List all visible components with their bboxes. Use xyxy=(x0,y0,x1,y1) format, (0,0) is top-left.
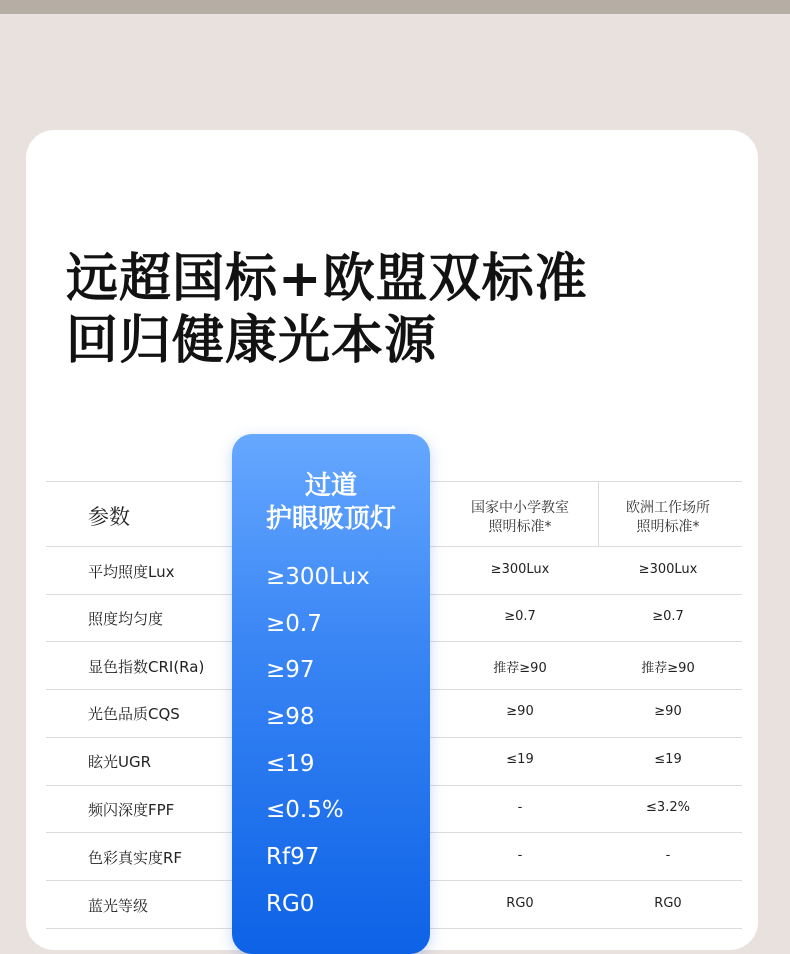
headline-line-2: 回归健康光本源 xyxy=(66,311,438,371)
eu-standard-header-line-2: 照明标准* xyxy=(636,519,700,535)
param-column-header: 参数 xyxy=(88,505,130,529)
cn-standard-header-line-2: 照明标准* xyxy=(488,519,552,535)
product-header-line-1: 过道 xyxy=(304,471,357,501)
product-value: ≥300Lux xyxy=(266,564,370,590)
row-param: 频闪深度FPF xyxy=(88,801,175,819)
row-eu-value: RG0 xyxy=(654,896,682,911)
row-param: 眩光UGR xyxy=(88,753,152,771)
row-param: 显色指数CRI(Ra) xyxy=(88,658,205,676)
product-value: ≤19 xyxy=(266,751,315,777)
top-banner-strip xyxy=(0,0,790,14)
product-value: ≤0.5% xyxy=(266,797,344,823)
row-param: 蓝光等级 xyxy=(88,897,149,915)
product-header-line-2: 护眼吸顶灯 xyxy=(265,504,396,534)
product-value: ≥97 xyxy=(266,657,315,683)
headline-line-1: 远超国标+欧盟双标准 xyxy=(66,249,588,309)
row-eu-value: ≥90 xyxy=(654,704,682,719)
cn-standard-header-line-1: 国家中小学教室 xyxy=(471,500,569,516)
row-param: 照度均匀度 xyxy=(88,610,164,628)
row-param: 光色品质CQS xyxy=(88,705,180,723)
eu-standard-header-line-1: 欧洲工作场所 xyxy=(626,500,710,516)
row-cn-value: ≤19 xyxy=(506,752,534,767)
row-param: 色彩真实度RF xyxy=(88,849,183,867)
eu-standard-header xyxy=(584,499,752,537)
product-value: RG0 xyxy=(266,891,315,917)
row-eu-value: ≥300Lux xyxy=(638,562,698,577)
page-headline xyxy=(66,248,588,372)
row-cn-value: ≥90 xyxy=(506,704,534,719)
row-cn-value: ≥0.7 xyxy=(504,609,536,624)
row-cn-value: 推荐≥90 xyxy=(493,661,547,676)
product-value: ≥0.7 xyxy=(266,611,322,637)
row-eu-value: ≤3.2% xyxy=(646,800,690,815)
row-cn-value: ≥300Lux xyxy=(490,562,550,577)
row-eu-value: - xyxy=(665,848,671,863)
row-cn-value: - xyxy=(517,800,523,815)
cn-standard-header xyxy=(436,499,604,537)
row-eu-value: ≤19 xyxy=(654,752,682,767)
row-cn-value: RG0 xyxy=(506,896,534,911)
row-param: 平均照度Lux xyxy=(88,563,175,581)
row-cn-value: - xyxy=(517,848,523,863)
product-value: ≥98 xyxy=(266,704,315,730)
product-column-header xyxy=(232,470,430,536)
row-eu-value: 推荐≥90 xyxy=(641,661,695,676)
row-eu-value: ≥0.7 xyxy=(652,609,684,624)
product-value: Rf97 xyxy=(266,844,320,870)
product-highlight-column xyxy=(232,434,430,954)
